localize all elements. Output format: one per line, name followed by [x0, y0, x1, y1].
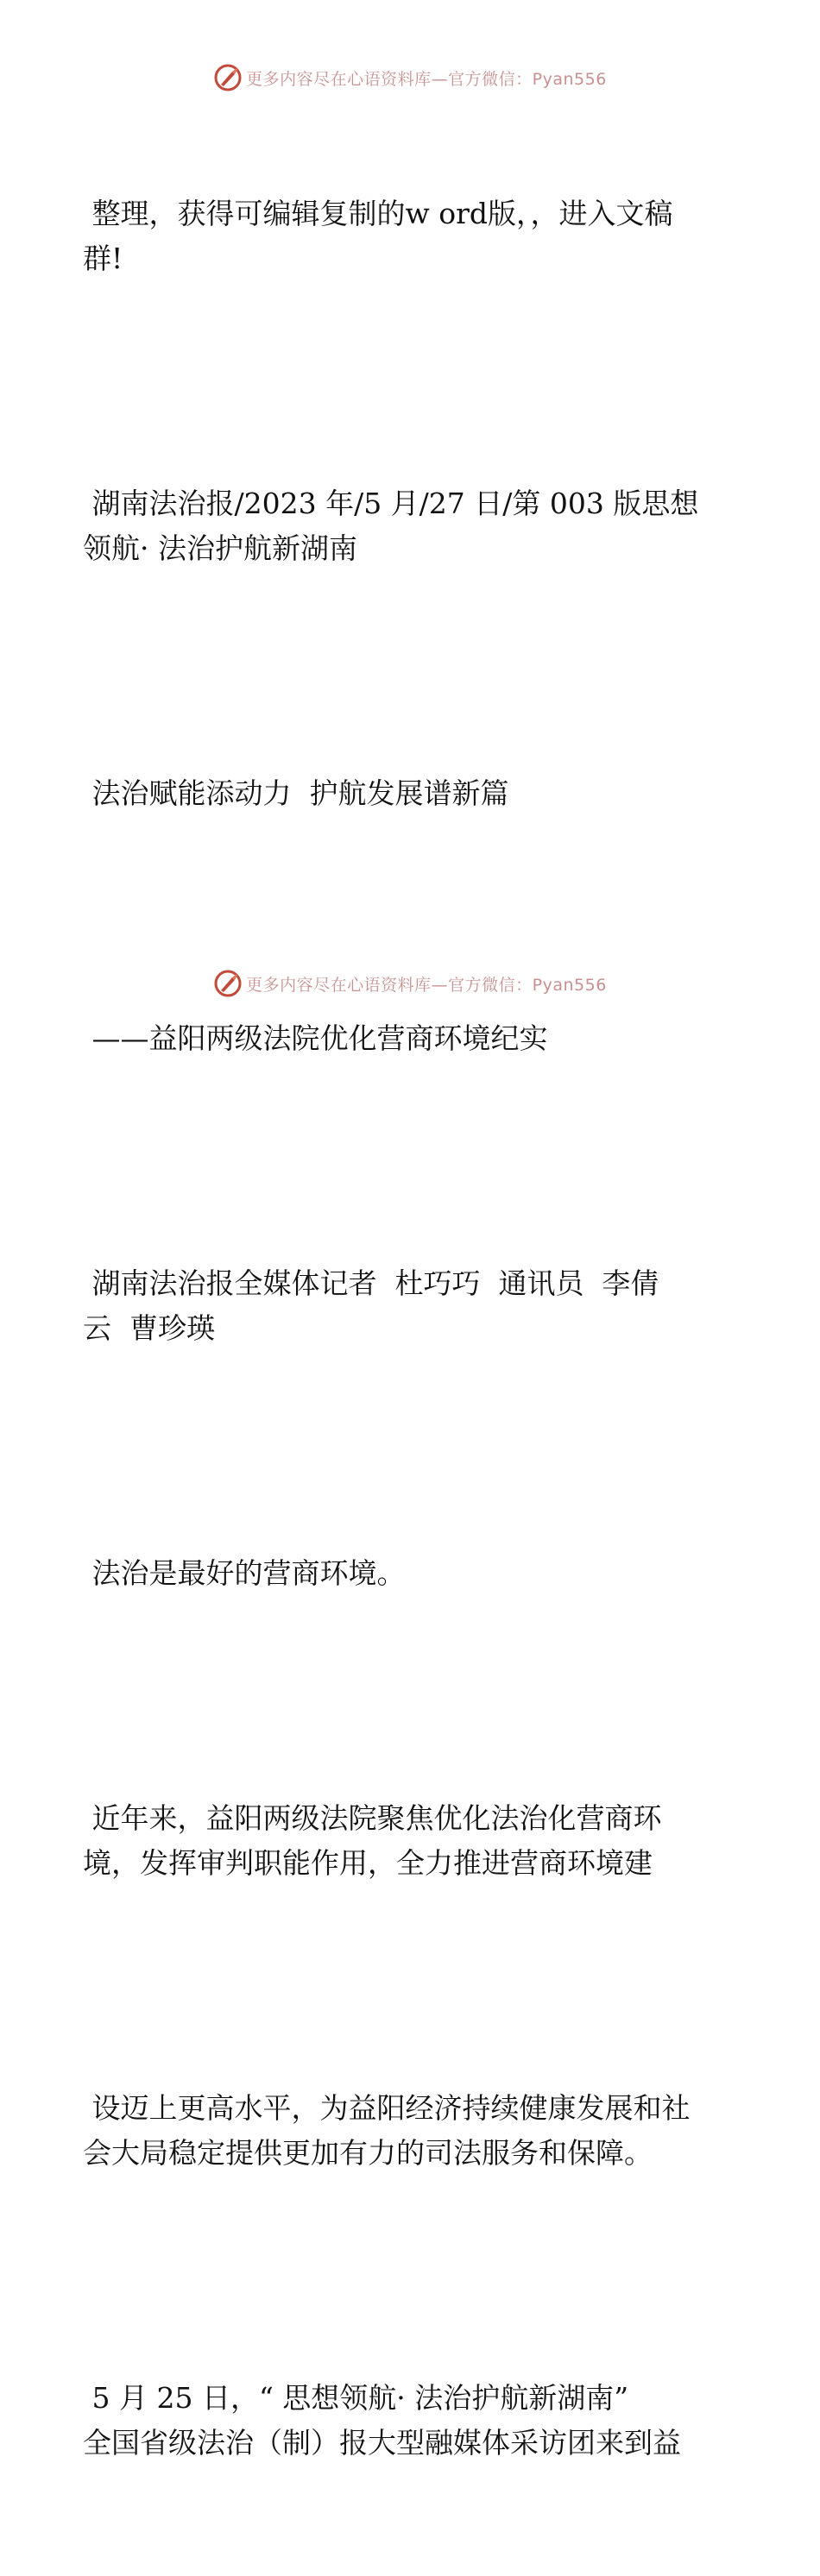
- paragraph-body-2: [83, 1996, 739, 2265]
- text-line: 5 月 25 日，“ 思想领航· 法治护航新湖南”: [83, 2381, 629, 2415]
- footer-watermark: [0, 966, 820, 1001]
- paragraph-body-1: [83, 1706, 739, 1976]
- watermark-text: 更多内容尽在心语资料库—官方微信：Pyan556: [246, 975, 607, 995]
- text-line: 设迈上更高水平，为益阳经济持续健康发展和社: [83, 2091, 691, 2125]
- paragraph-body-3: [83, 2286, 739, 2555]
- text-line: ——益阳两级法院优化营商环境纪实: [83, 1021, 548, 1055]
- text-line: 湖南法治报全媒体记者 杜巧巧 通讯员 李倩: [83, 1266, 659, 1300]
- watermark-text: 更多内容尽在心语资料库—官方微信：Pyan556: [246, 69, 607, 89]
- text-line: 群!: [83, 242, 123, 275]
- text-line: 领航· 法治护航新湖南: [83, 531, 357, 565]
- text-line: 法治赋能添动力 护航发展谱新篇: [83, 776, 509, 810]
- text-line: 法治是最好的营商环境。: [83, 1556, 406, 1590]
- quill-seal-icon: [213, 969, 243, 998]
- document-body: [83, 102, 739, 2576]
- article-title: [83, 682, 739, 906]
- paragraph-source-line: [83, 392, 739, 661]
- header-watermark: [0, 60, 820, 95]
- article-subtitle: [83, 927, 739, 1151]
- text-line: 全国省级法治（制）报大型融媒体采访团来到益: [83, 2426, 681, 2460]
- text-line: 会大局稳定提供更加有力的司法服务和保障。: [83, 2136, 653, 2170]
- paragraph-lead: [83, 1461, 739, 1686]
- quill-seal-icon: [213, 63, 243, 92]
- text-line: 湖南法治报/2023 年/5 月/27 日/第 003 版思想: [83, 487, 699, 520]
- text-line: 整理，获得可编辑复制的w ord版，，进入文稿: [83, 197, 673, 230]
- text-line: 境，发挥审判职能作用，全力推进营商环境建: [83, 1846, 653, 1880]
- article-byline: [83, 1172, 739, 1441]
- text-line: 云 曹珍瑛: [83, 1311, 215, 1345]
- paragraph-intro-note: [83, 102, 739, 371]
- text-line: 近年来，益阳两级法院聚焦优化法治化营商环: [83, 1801, 662, 1835]
